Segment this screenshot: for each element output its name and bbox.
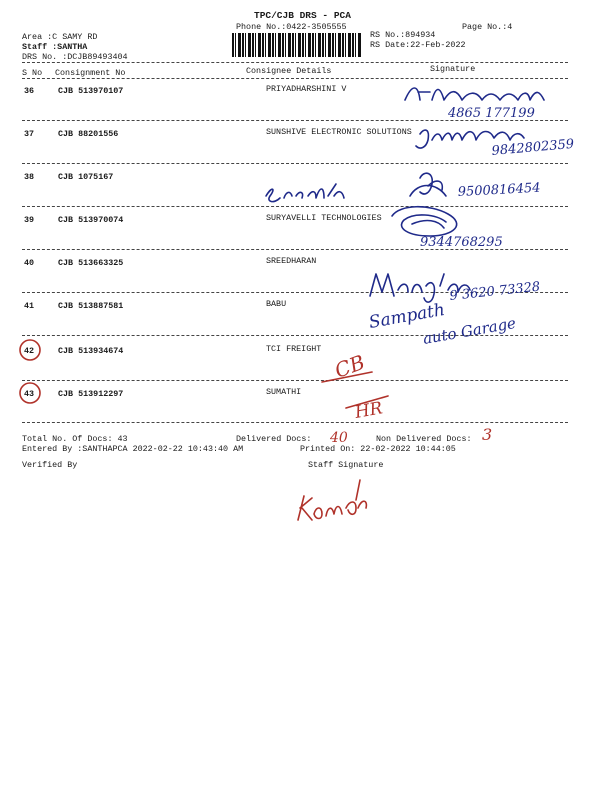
signature-row-39-scribble	[392, 207, 457, 236]
row-divider	[22, 206, 568, 207]
signature-row-40	[370, 274, 470, 302]
row-divider	[22, 249, 568, 250]
rs-date: RS Date:22-Feb-2022	[370, 40, 466, 50]
document-title: TPC/CJB DRS - PCA	[254, 10, 351, 21]
strike-mark-43	[346, 396, 388, 408]
handwritten-number-36: 4865 177199	[448, 106, 535, 121]
row-divider	[22, 335, 568, 336]
total-docs: Total No. Of Docs: 43	[22, 434, 128, 444]
signature-row-38-sree	[266, 184, 344, 202]
row-divider	[22, 422, 568, 423]
row-divider	[22, 292, 568, 293]
col-header-consignee: Consignee Details	[246, 66, 332, 76]
row-consignee: PRIYADHARSHINI V	[266, 84, 347, 94]
phone-number: Phone No.:0422-3505555	[236, 22, 347, 32]
verified-by: Verified By	[22, 460, 78, 470]
handwritten-mark-42: CB	[331, 349, 368, 383]
staff-signature-label: Staff Signature	[308, 460, 384, 470]
row-consignee: SREEDHARAN	[266, 256, 317, 266]
row-consignment: CJB 513887581	[58, 301, 124, 311]
row-consignment: CJB 513912297	[58, 389, 124, 399]
entered-by: Entered By :SANTHAPCA 2022-02-22 10:43:40 AM	[22, 444, 244, 454]
handwritten-number-38: 9500816454	[457, 180, 541, 200]
staff-label: Staff :SANTHA	[22, 42, 88, 52]
row-consignment: CJB 513663325	[58, 258, 124, 268]
col-header-sno: S No	[22, 68, 43, 78]
row-consignment: CJB 1075167	[58, 172, 114, 182]
row-consignment: CJB 513970107	[58, 86, 124, 96]
rs-number: RS No.:894934	[370, 30, 436, 40]
handwritten-garage-41: auto Garage	[421, 313, 518, 348]
row-sno: 40	[24, 258, 35, 268]
row-consignment: CJB 513934674	[58, 346, 124, 356]
row-sno: 36	[24, 86, 35, 96]
signature-row-36	[405, 88, 544, 100]
row-consignee: SURYAVELLI TECHNOLOGIES	[266, 213, 382, 223]
row-sno: 38	[24, 172, 35, 182]
handwritten-non-delivered-count: 3	[482, 425, 493, 444]
row-consignment: CJB 513970074	[58, 215, 124, 225]
barcode	[232, 33, 362, 57]
row-divider	[22, 380, 568, 381]
row-consignee: TCI FREIGHT	[266, 344, 322, 354]
delivered-docs-label: Delivered Docs:	[236, 434, 312, 444]
handwritten-number-41: 9 3620 73328	[448, 279, 541, 304]
row-consignee: SUNSHIVE ELECTRONIC SOLUTIONS	[266, 127, 412, 137]
printed-on: Printed On: 22-02-2022 10:44:05	[300, 444, 456, 454]
staff-signature	[298, 480, 366, 520]
row-consignment: CJB 88201556	[58, 129, 119, 139]
header-divider-bottom	[22, 78, 568, 79]
row-sno: 41	[24, 301, 35, 311]
area-label: Area :C SAMY RD	[22, 32, 98, 42]
row-sno: 43	[24, 389, 35, 399]
page-number: Page No.:4	[462, 22, 513, 32]
row-sno: 42	[24, 346, 35, 356]
non-delivered-docs-label: Non Delivered Docs:	[376, 434, 472, 444]
row-consignee: BABU	[266, 299, 287, 309]
row-divider	[22, 163, 568, 164]
row-sno: 39	[24, 215, 35, 225]
handwritten-delivered-count: 40	[330, 430, 348, 446]
signature-row-37	[416, 130, 524, 148]
col-header-consignment: Consignment No	[55, 68, 126, 78]
handwritten-name-41: Sampath	[367, 299, 447, 333]
col-header-signature: Signature	[430, 64, 476, 74]
header-divider-top	[22, 62, 568, 63]
handwritten-number-37: 9842802359	[491, 136, 575, 159]
row-consignee: SUMATHI	[266, 387, 302, 397]
drs-number: DRS No. :DCJB89493404	[22, 52, 128, 62]
handwritten-mark-43: HR	[353, 398, 385, 423]
row-divider	[22, 120, 568, 121]
row-sno: 37	[24, 129, 35, 139]
signature-row-38-initials	[410, 173, 446, 196]
handwritten-number-39: 9344768295	[420, 235, 503, 250]
